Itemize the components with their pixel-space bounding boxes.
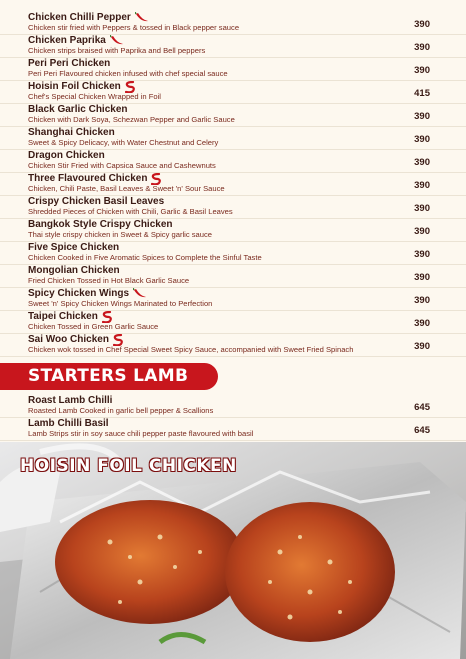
menu-item-name	[28, 242, 466, 253]
menu-item-price: 390	[414, 111, 430, 122]
menu-item-description: Chicken, Chili Paste, Basil Leaves & Sweet 'n' Sour Sauce	[28, 184, 225, 193]
menu-item	[0, 288, 466, 311]
menu-item-title: Dragon Chicken	[28, 150, 105, 161]
menu-item-name	[28, 196, 466, 207]
menu-item-price: 415	[414, 88, 430, 99]
menu-item	[0, 104, 466, 127]
menu-item-price: 390	[414, 19, 430, 30]
menu-item-title: Three Flavoured Chicken	[28, 173, 148, 184]
menu-item-description: Sweet 'n' Spicy Chicken Wings Marinated to Perfection	[28, 299, 213, 308]
menu-item-price: 390	[414, 65, 430, 76]
menu-item-price: 390	[414, 272, 430, 283]
dish-photo	[0, 442, 466, 659]
menu-item-name	[28, 81, 466, 92]
menu-item-title: Chicken Chilli Pepper	[28, 12, 131, 23]
menu-item-price: 390	[414, 134, 430, 145]
menu-item-price: 390	[414, 295, 430, 306]
spicy-icon	[151, 173, 165, 184]
starters-chicken-list	[0, 12, 466, 357]
menu-item	[0, 12, 466, 35]
menu-item-description: Fried Chicken Tossed in Hot Black Garlic Sauce	[28, 276, 190, 285]
menu-item-description: Chicken with Dark Soya, Schezwan Pepper and Garlic Sauce	[28, 115, 235, 124]
menu-item-name	[28, 150, 466, 161]
menu-item-price: 390	[414, 203, 430, 214]
menu-item-title: Crispy Chicken Basil Leaves	[28, 196, 165, 207]
menu-item-description: Chicken Stir Fried with Capsica Sauce and Cashewnuts	[28, 161, 216, 170]
section-title: STARTERS LAMB	[28, 366, 189, 386]
spicy-icon	[113, 334, 127, 345]
menu-item	[0, 265, 466, 288]
menu-item	[0, 150, 466, 173]
menu-item	[0, 35, 466, 58]
menu-item	[0, 58, 466, 81]
menu-item-description: Thai style crispy chicken in Sweet & Spicy garlic sauce	[28, 230, 213, 239]
menu-item-description: Roasted Lamb Cooked in garlic bell pepper & Scallions	[28, 406, 214, 415]
menu-item-title: Five Spice Chicken	[28, 242, 120, 253]
chilli-icon	[133, 288, 147, 299]
menu-item-title: Black Garlic Chicken	[28, 104, 128, 115]
menu-item	[0, 418, 466, 441]
spicy-icon	[125, 81, 139, 92]
menu-item-title: Sai Woo Chicken	[28, 334, 109, 345]
starters-lamb-list	[0, 395, 466, 441]
menu-item-description: Lamb Strips stir in soy sauce chili pepper paste flavoured with basil	[28, 429, 254, 438]
menu-item-title: Hoisin Foil Chicken	[28, 81, 121, 92]
menu-item-description: Chicken Tossed in Green Garlic Sauce	[28, 322, 159, 331]
photo-title: HOISIN FOIL CHICKEN	[20, 456, 237, 476]
menu-item-price: 645	[414, 425, 430, 436]
menu-item-title: Lamb Chilli Basil	[28, 418, 109, 429]
menu-item-description: Sweet & Spicy Delicacy, with Water Chestnut and Celery	[28, 138, 219, 147]
menu-item-price: 390	[414, 42, 430, 53]
menu-item-price: 390	[414, 318, 430, 329]
menu-item-name	[28, 58, 466, 69]
menu-item-title: Spicy Chicken Wings	[28, 288, 130, 299]
menu-item	[0, 81, 466, 104]
menu-item-description: Chef's Special Chicken Wrapped in Foil	[28, 92, 161, 101]
menu-item-name	[28, 104, 466, 115]
menu-item	[0, 219, 466, 242]
spicy-icon	[102, 311, 116, 322]
menu-item-title: Peri Peri Chicken	[28, 58, 111, 69]
menu-item	[0, 127, 466, 150]
menu-item-description: Chicken wok tossed in Chef Special Sweet Spicy Sauce, accompanied with Sweet Fried Spinach	[28, 345, 354, 354]
menu-item-name	[28, 311, 466, 322]
menu-item-title: Shanghai Chicken	[28, 127, 115, 138]
menu-item-title: Mongolian Chicken	[28, 265, 120, 276]
menu-item-description: Shredded Pieces of Chicken with Chili, Garlic & Basil Leaves	[28, 207, 233, 216]
menu-item-name	[28, 418, 466, 429]
menu-item-name	[28, 173, 466, 184]
section-header-bar	[0, 363, 218, 390]
menu-item-description: Chicken Cooked in Five Aromatic Spices to Complete the Sinful Taste	[28, 253, 262, 262]
menu-item-price: 390	[414, 341, 430, 352]
menu-item-price: 390	[414, 226, 430, 237]
menu-item	[0, 196, 466, 219]
menu-item-name	[28, 127, 466, 138]
chilli-icon	[135, 12, 149, 23]
menu-item	[0, 242, 466, 265]
menu-item-price: 390	[414, 249, 430, 260]
menu-item-name	[28, 219, 466, 230]
menu-item-price: 645	[414, 402, 430, 413]
chilli-icon	[110, 35, 124, 46]
menu-item-description: Peri Peri Flavoured chicken infused with chef special sauce	[28, 69, 228, 78]
menu-item-name	[28, 395, 466, 406]
menu-item	[0, 334, 466, 357]
menu-item-price: 390	[414, 157, 430, 168]
menu-item-description: Chicken strips braised with Paprika and Bell peppers	[28, 46, 206, 55]
menu-item-title: Chicken Paprika	[28, 35, 106, 46]
menu-item-name	[28, 265, 466, 276]
menu-item-name	[28, 334, 466, 345]
menu-item-name	[28, 288, 466, 299]
menu-item-title: Taipei Chicken	[28, 311, 98, 322]
menu-item-title: Bangkok Style Crispy Chicken	[28, 219, 173, 230]
menu-item-title: Roast Lamb Chilli	[28, 395, 113, 406]
menu-item-name	[28, 35, 466, 46]
menu-item-description: Chicken stir fried with Peppers & tossed in Black pepper sauce	[28, 23, 240, 32]
menu-item	[0, 311, 466, 334]
menu-item	[0, 395, 466, 418]
menu-item-name	[28, 12, 466, 23]
menu-item-price: 390	[414, 180, 430, 191]
menu-item	[0, 173, 466, 196]
